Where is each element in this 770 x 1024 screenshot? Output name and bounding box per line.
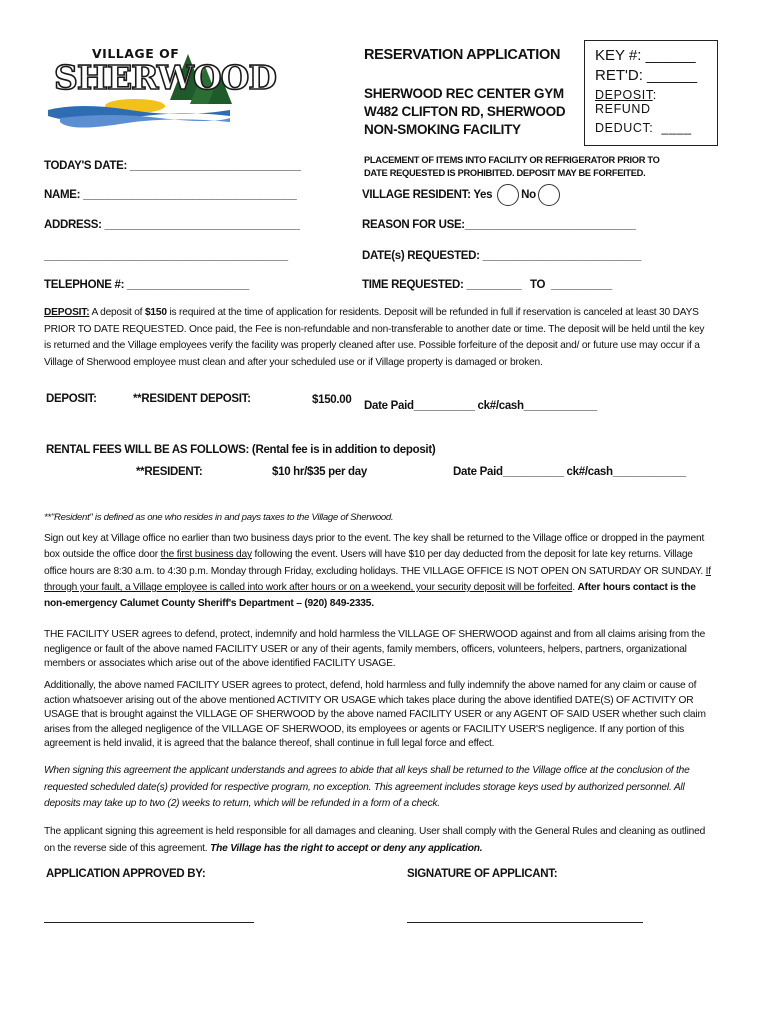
deposit-para-amount: $150 <box>144 307 167 318</box>
village-resident-label: VILLAGE RESIDENT: Yes <box>362 189 493 202</box>
applicant-signature-line[interactable] <box>407 922 643 923</box>
logo-village-of: VILLAGE OF <box>92 46 180 61</box>
approved-by-label: APPLICATION APPROVED BY: <box>46 868 206 880</box>
resident-deposit-label: **RESIDENT DEPOSIT: <box>133 393 251 405</box>
deposit-para-label: DEPOSIT: <box>44 307 90 318</box>
deposit-para-text-a: A deposit of <box>89 307 145 318</box>
signout-underline-a: the first business day <box>160 549 252 561</box>
address-line-2-field[interactable]: ________________________________________ <box>44 250 288 262</box>
telephone-field[interactable]: TELEPHONE #: ____________________ <box>44 279 249 291</box>
resident-no-label: No <box>521 189 536 202</box>
deposit-office-text: DEPOSIT <box>595 88 653 102</box>
signout-text-b: following the event. Users will have $10 per day deducted from the deposit for late key returns. Village office hours are 8:30 a.m. to 4:30 p.m. Monday through Friday, excluding holidays. THE VILLAGE OFFICE IS NOT OPEN ON SATURDAY OR SUNDAY. <box>44 549 706 577</box>
name-field[interactable]: NAME: ___________________________________ <box>44 189 297 201</box>
office-use-box <box>584 40 718 146</box>
dates-requested-field[interactable]: DATE(s) REQUESTED: __________________________ <box>362 250 642 262</box>
deposit-para-text-c: Deposit will be refunded in full if reservation is canceled at least 30 DAYS PRIOR TO DATE REQUESTED. Once paid, the Fee is non-refundable and non-transferable to another date or time. The deposit will be held until the key is returned and the Village employees verify the facility was properly cleaned after use. Possible forfeiture of the deposit and/ or future use may occur if a Village of Sherwood employee must clean and after your scheduled use or if Village property is damaged or broken. <box>44 307 705 368</box>
signout-after-hours: After hours contact is the non-emergency Calumet County Sheriff's Department – (920) 849-2335. <box>44 581 696 610</box>
deposit-office-colon: : <box>652 88 657 102</box>
damages-accept-deny: The Village has the right to accept or deny any application. <box>210 842 483 854</box>
deposit-office-label <box>595 88 657 102</box>
keys-return-paragraph: When signing this agreement the applicant understands and agrees to abide that all keys shall be returned to the Village office at the conclusion of the requested scheduled date(s) provided for respective program, no exception. This agreement includes storage keys used by authorized personnel. All deposits may take up to two (2) weeks to return, which will be refunded in a form of a check. <box>44 765 690 809</box>
todays-date-field[interactable]: TODAY'S DATE: ____________________________ <box>44 160 301 172</box>
rental-date-paid-field[interactable]: Date Paid__________ ck#/cash____________ <box>453 466 686 478</box>
indemnity-paragraph-2: Additionally, the above named FACILITY USER agrees to protect, defend, hold harmless and fully indemnify the above named for any claim or cause of action whatsoever arising out of the above mentioned ACTIVITY OR USAGE which takes place during the above identified DATE(S) OF ACTIVITY OR USAGE that is brought against the VILLAGE OF SHERWOOD by the above named FACILITY USER or any AGENT OF SAID USER whether such claim arises from the alleged negligence of the VILLAGE OF SHERWOOD, its employees or agents or FACILITY USER'S negligence. If any portion of this agreement is held invalid, it is agreed that the balance thereof, shall continue in full legal force and effect. <box>44 680 706 749</box>
damages-paragraph <box>44 824 714 857</box>
village-resident-row <box>362 184 562 206</box>
reason-field[interactable]: REASON FOR USE:____________________________ <box>362 219 636 231</box>
notice-line-2: DATE REQUESTED IS PROHIBITED. DEPOSIT MAY BE FORFEITED. <box>364 168 646 178</box>
time-requested-field[interactable]: TIME REQUESTED: _________ TO __________ <box>362 279 612 291</box>
resident-no-checkbox[interactable] <box>538 184 560 206</box>
deposit-date-paid-field[interactable]: Date Paid__________ ck#/cash____________ <box>364 400 597 412</box>
signout-text-a: Sign out key at Village office no earlier than two business days prior to the event. The key shall be returned to the Village office or dropped in the payment box outside the office door <box>44 533 705 561</box>
key-returned: RET'D: ______ <box>595 67 698 84</box>
form-title: RESERVATION APPLICATION <box>364 47 561 63</box>
deposit-row-label: DEPOSIT: <box>46 393 97 405</box>
damages-text: The applicant signing this agreement is held responsible for all damages and cleaning. User shall comply with the General Rules and cleaning as outlined on the reverse side of this agreement. <box>44 826 706 854</box>
rental-fees-heading: RENTAL FEES WILL BE AS FOLLOWS: (Rental fee is in addition to deposit) <box>46 444 436 456</box>
resident-deposit-amount: $150.00 <box>312 394 352 406</box>
village-logo <box>40 44 277 134</box>
facility-smoking: NON-SMOKING FACILITY <box>364 122 521 137</box>
resident-definition: **"Resident" is defined as one who resides in and pays taxes to the Village of Sherwood. <box>44 512 394 523</box>
applicant-signature-label: SIGNATURE OF APPLICANT: <box>407 868 558 880</box>
address-field[interactable]: ADDRESS: ________________________________ <box>44 219 300 231</box>
signout-underline-b: If through your fault, a Village employee is called into work after hours or on a weekend, your security deposit will be forfeited <box>44 565 711 593</box>
facility-address: W482 CLIFTON RD, SHERWOOD <box>364 104 566 119</box>
approved-by-signature-line[interactable] <box>44 922 254 923</box>
deposit-para-text-b: is required at the time of application for residents. <box>166 307 382 318</box>
refund-label: REFUND <box>595 102 651 116</box>
resident-yes-checkbox[interactable] <box>497 184 519 206</box>
deposit-paragraph <box>44 305 712 371</box>
sign-out-paragraph <box>44 531 714 612</box>
signout-text-c: . <box>572 581 578 593</box>
deduct-label: DEDUCT: ____ <box>595 121 692 135</box>
logo-sherwood: SHERWOOD <box>54 58 277 97</box>
facility-name: SHERWOOD REC CENTER GYM <box>364 86 564 101</box>
key-number: KEY #: ______ <box>595 47 696 64</box>
indemnity-paragraph-1: THE FACILITY USER agrees to defend, protect, indemnify and hold harmless the VILLAGE OF SHERWOOD against and from all claims arising from the negligence or fault of the above named FACILITY USER or any of their agents, family members, officers, volunteers, helpers, partners, organizational members or associates which arise out of the above identified FACILITY USAGE. <box>44 629 706 669</box>
rental-rate: $10 hr/$35 per day <box>272 466 367 478</box>
notice-line-1: PLACEMENT OF ITEMS INTO FACILITY OR REFRIGERATOR PRIOR TO <box>364 155 660 165</box>
rental-resident-label: **RESIDENT: <box>136 466 203 478</box>
